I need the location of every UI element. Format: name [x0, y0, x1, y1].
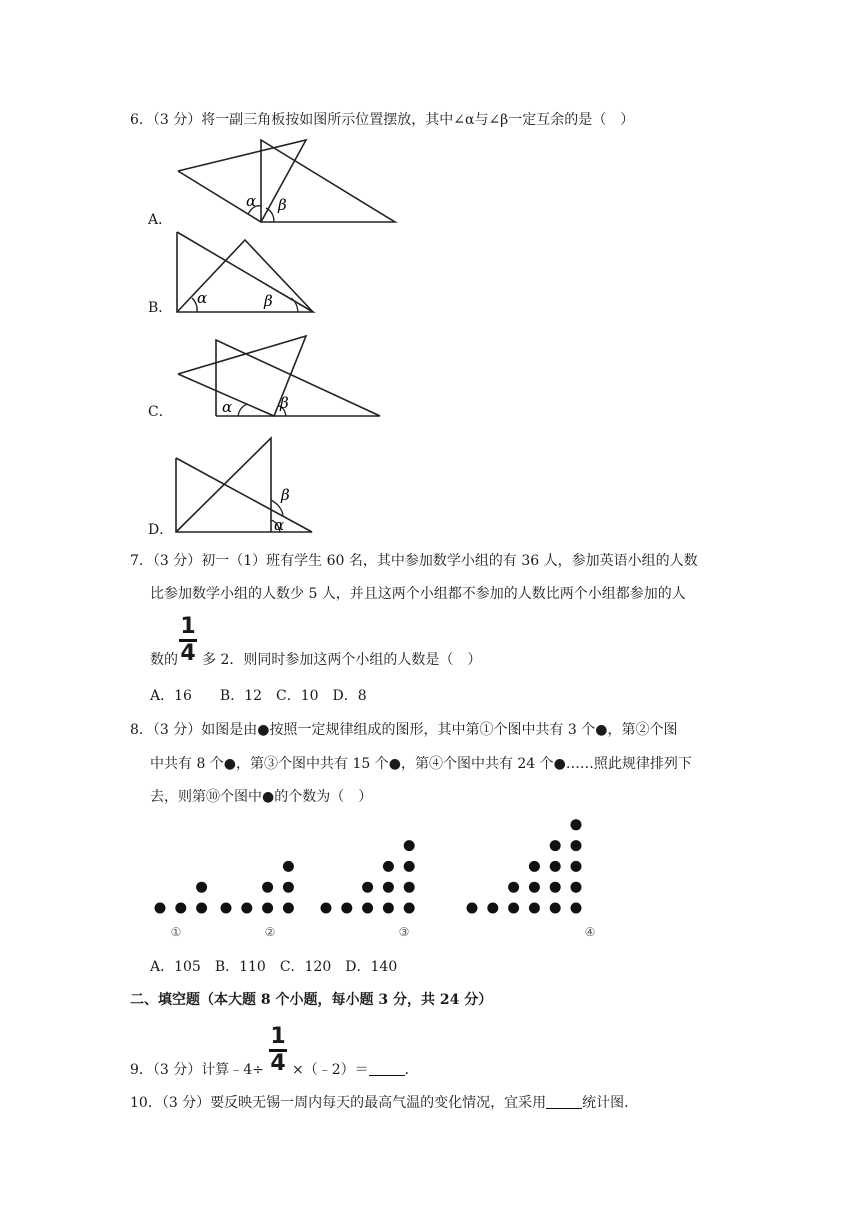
- figure-1-dot: [196, 882, 207, 893]
- figure-2-dot: [283, 861, 294, 872]
- figure-3-dot: [404, 882, 415, 893]
- beta-label-d: β: [281, 486, 290, 504]
- q9-end: ．: [404, 1062, 419, 1078]
- figure-2-dot: [262, 882, 273, 893]
- figure-3-dot: [321, 903, 332, 914]
- figure-4-dot: [550, 861, 561, 872]
- q8-line-2: 中共有 8 个●，第③个图中共有 15 个●，第④个图中共有 24 个●……照此规律排列下: [150, 756, 692, 772]
- q10-line: [130, 1093, 638, 1113]
- alpha-label-c: α: [222, 398, 233, 416]
- figure-3-dot: [404, 861, 415, 872]
- section-2-title: 二、填空题（本大题 8 个小题，每小题 3 分，共 24 分）: [130, 992, 493, 1008]
- q7-options: A．16 B．12 C．10 D．8: [150, 688, 367, 704]
- beta-label-b: β: [264, 292, 273, 310]
- figure-4-dot: [508, 882, 519, 893]
- q10-before: 10．（3 分）要反映无锡一周内每天的最高气温的变化情况，宜采用: [130, 1095, 547, 1111]
- figure-3-dot: [341, 903, 352, 914]
- q6-option-b-label: B．: [148, 300, 173, 316]
- q9-fraction: [268, 1026, 288, 1075]
- q6-option-d-label: D．: [148, 522, 174, 538]
- q8-line-1: 8．（3 分）如图是由●按照一定规律组成的图形，其中第①个图中共有 3 个●，第②个图: [130, 722, 678, 738]
- figure-4-dot: [571, 903, 582, 914]
- q9-before: 9．（3 分）计算﹣4÷: [130, 1062, 264, 1078]
- figure-3-label: ③: [398, 925, 410, 939]
- figure-3-dot: [362, 882, 373, 893]
- q9-frac-num: 1: [270, 1024, 286, 1049]
- figure-4-dot: [571, 882, 582, 893]
- q7-line-3-after: 多 2．则同时参加这两个小组的人数是（ ）: [202, 652, 482, 668]
- figure-2-dot: [241, 903, 252, 914]
- q7-line-1: 7．（3 分）初一（1）班有学生 60 名，其中参加数学小组的有 36 人，参加英语小组的人数: [130, 553, 698, 569]
- figure-4-dot: [529, 882, 540, 893]
- q8-line-3: 去，则第⑩个图中●的个数为（ ）: [150, 789, 373, 805]
- figure-1-label: ①: [170, 925, 182, 939]
- figure-1-dot: [155, 903, 166, 914]
- figure-1-dot: [196, 903, 207, 914]
- alpha-label-a: α: [246, 192, 257, 210]
- figure-2-dot: [262, 903, 273, 914]
- figure-2-label: ②: [264, 925, 276, 939]
- q6-stem: 6．（3 分）将一副三角板按如图所示位置摆放，其中∠α与∠β一定互余的是（ ）: [130, 112, 635, 128]
- q9-answer-blank: [369, 1061, 405, 1076]
- figure-3-dot: [404, 903, 415, 914]
- figure-3-dot: [404, 840, 415, 851]
- figure-4-dot: [571, 840, 582, 851]
- q6-option-a-label: A．: [148, 212, 173, 228]
- beta-label-c: β: [280, 394, 289, 412]
- figure-4-dot: [550, 840, 561, 851]
- figure-4-dot: [487, 903, 498, 914]
- figure-3-dot: [383, 903, 394, 914]
- figure-4-label: ④: [584, 925, 596, 939]
- q9-after: [292, 1060, 419, 1080]
- figure-4-dot: [529, 903, 540, 914]
- figure-3-dot: [383, 861, 394, 872]
- figure-3-dot: [383, 882, 394, 893]
- figure-2-dot: [283, 903, 294, 914]
- figure-4-dot: [550, 903, 561, 914]
- figure-1-dot: [175, 903, 186, 914]
- figure-4-dot: [550, 882, 561, 893]
- figure-3-dot: [362, 903, 373, 914]
- figure-4-dot: [571, 861, 582, 872]
- q10-after: 统计图．: [582, 1095, 639, 1111]
- beta-label-a: β: [278, 196, 287, 214]
- q10-answer-blank: [546, 1094, 582, 1109]
- alpha-label-d: α: [274, 516, 285, 534]
- q7-line-2: 比参加数学小组的人数少 5 人，并且这两个小组都不参加的人数比两个小组都参加的人: [150, 586, 686, 602]
- alpha-label-b: α: [197, 289, 208, 307]
- q7-frac-den: 4: [180, 641, 196, 666]
- q7-frac-num: 1: [180, 614, 196, 639]
- figure-4-dot: [467, 903, 478, 914]
- q8-options: A．105 B．110 C．120 D．140: [150, 959, 398, 975]
- q6-option-c-label: C．: [148, 404, 173, 420]
- figure-2-dot: [283, 882, 294, 893]
- figure-4-dot: [529, 861, 540, 872]
- q7-line-3-before: 数的: [150, 652, 178, 668]
- figure-2-dot: [221, 903, 232, 914]
- q9-frac-den: 4: [270, 1051, 286, 1076]
- figure-4-dot: [508, 903, 519, 914]
- figure-4-dot: [571, 819, 582, 830]
- q9-after-text: ×（﹣2）＝: [292, 1062, 369, 1078]
